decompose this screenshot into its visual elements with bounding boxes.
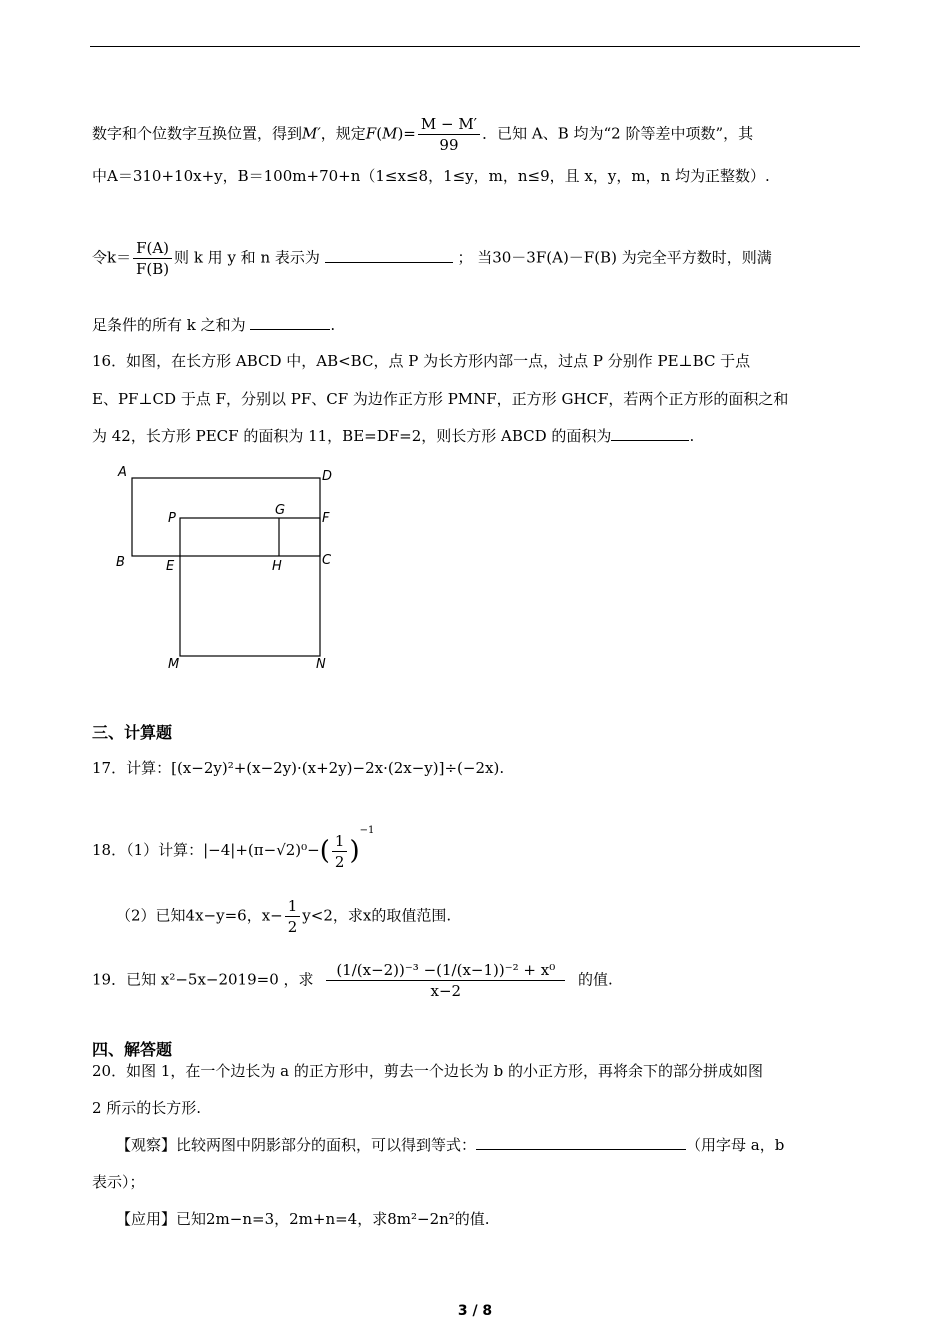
half-fraction-2: $\frac{1}{2}$ [285,896,301,937]
label-P: P [168,511,176,526]
q17: 17．计算：[(x−2y)²+(x−2y)·(x+2y)−2x·(2x−y)]÷(−2x). [92,759,505,777]
label-N: N [316,657,326,672]
answer-blank[interactable] [250,315,330,330]
rect-abcd [132,478,320,556]
rectangle-figure [108,460,348,680]
label-M: M [168,657,180,672]
k-fraction: $\frac{F(A)}{F(B)}$ [133,238,172,279]
label-B: B [116,555,125,570]
half-fraction: $\frac{1}{2}$ [332,831,348,872]
q15-line1: 数字和个位数字互换位置，得到M′，规定F(M)= $\frac{M - M'}{99}$ ．已知 A、B 均为“2 阶等差中项数”，其 [92,115,754,154]
header-rule [90,46,860,47]
answer-blank[interactable] [476,1135,686,1150]
q15-line2: 中A＝310+10x+y，B＝100m+70+n（1≤x≤8，1≤y，m，n≤9，且 x，y，m，n 均为正整数）. [92,167,770,185]
q20-line4: 表示）； [92,1173,145,1191]
q15-fraction: $\frac{M - M'}{99}$ [418,114,480,155]
label-H: H [272,559,282,574]
label-E: E [166,559,175,574]
square-pmnf [180,518,320,656]
section-heading-3: 三、计算题 [92,723,173,742]
q16-line3: 为 42，长方形 PECF 的面积为 11，BE=DF=2，则长方形 ABCD 的面积为 . [92,427,695,445]
q20-line1: 20．如图 1，在一个边长为 a 的正方形中，剪去一个边长为 b 的小正方形，再将余下的部分拼成如图 [92,1062,764,1080]
q15-line3: 令k＝ $\frac{F(A)}{F(B)}$ 则 k 用 y 和 n 表示为 ； 当30－3F(A)－F(B) 为完全平方数时，则满 [92,239,772,278]
answer-blank[interactable] [611,426,689,441]
label-A: A [118,465,127,480]
label-F: F [322,511,330,526]
q15-line4: 足条件的所有 k 之和为 . [92,316,336,334]
page-number: 3 / 8 [457,1303,493,1319]
q19: 19．已知 x²−5x−2019=0 ，求 $\frac{\text{(1/(x−2))⁻³ −(1/(x−1))⁻² + x⁰}}{x-2}$ 的值. [92,961,613,1000]
answer-blank[interactable] [325,248,453,263]
q20-observe: 【观察】比较两图中阴影部分的面积，可以得到等式： （用字母 a，b [116,1136,785,1154]
q20-apply: 【应用】已知2m−n=3，2m+n=4，求8m²−2n²的值. [116,1210,490,1228]
q18-part2: （2）已知4x−y=6，x− $\frac{1}{2}$ y<2，求x的取值范围. [116,897,452,936]
label-C: C [322,553,332,568]
section-heading-4: 四、解答题 [92,1040,173,1059]
q18-part1: 18．（1）计算：|−4|+(π−√2)⁰−( $\frac{1}{2}$ )$^{-1}$ [92,825,375,871]
label-G: G [275,503,286,518]
q19-fraction: $\frac{\text{(1/(x−2))⁻³ −(1/(x−1))⁻² + x⁰}}{x-2}$ [326,960,565,1001]
q16-line1: 16．如图，在长方形 ABCD 中，AB<BC，点 P 为长方形内部一点，过点 P 分别作 PE⊥BC 于点 [92,352,751,370]
q20-line2: 2 所示的长方形. [92,1099,202,1117]
q16-line2: E、PF⊥CD 于点 F，分别以 PF、CF 为边作正方形 PMNF，正方形 GHCF，若两个正方形的面积之和 [92,390,789,408]
label-D: D [322,469,333,484]
